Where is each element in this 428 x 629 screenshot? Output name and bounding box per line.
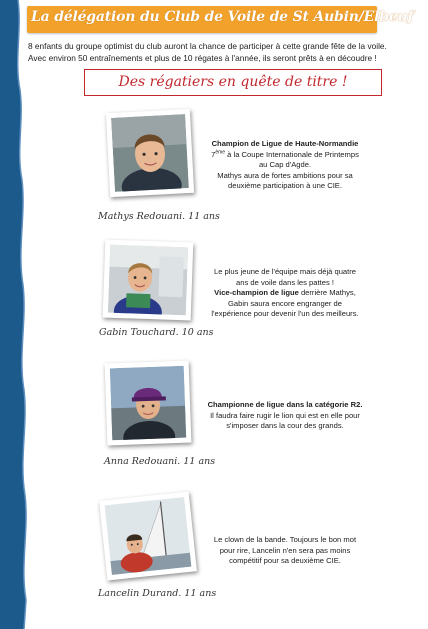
lancelin-line-1: Le clown de la bande. Toujours le bon mot: [213, 535, 357, 544]
anna-title: Championne de ligue dans la catégorie R2.: [207, 400, 363, 409]
mathys-line-3: au Cap d'Agde.: [258, 160, 312, 169]
lancelin-line-2: pour rire, Lancelin n'en sera pas moins: [219, 545, 351, 555]
subtitle-box: [84, 69, 382, 96]
lancelin-line-3: compétitif pour sa deuxième CIE.: [229, 556, 341, 565]
mathys-rank: 7ème à la Coupe Internationale de Printemps: [211, 148, 359, 159]
caption-mathys: Mathys Redouani. 11 ans: [98, 211, 220, 222]
title-banner: [27, 6, 414, 33]
gabin-line-1: Le plus jeune de l'équipe mais déjà quatre: [213, 267, 357, 276]
desc-mathys: [200, 139, 370, 192]
anna-line-2: Il faudra faire rugir le lion qui est en elle pour: [210, 410, 360, 420]
anna-line-3: s'imposer dans la cour des grands.: [226, 421, 344, 430]
mathys-line-5: deuxième participation à une CIE.: [228, 181, 342, 190]
intro-line-1: 8 enfants du groupe optimist du club auront la chance de participer à cette grande fête de la voile.: [28, 41, 387, 51]
desc-gabin: [200, 267, 370, 320]
gabin-line-3: Vice-champion de ligue derrière Mathys,: [214, 288, 356, 297]
desc-anna: [200, 400, 370, 432]
photo-gabin: [103, 239, 194, 320]
gabin-line-4: Gabin saura encore engranger de: [228, 298, 342, 308]
desc-lancelin: [200, 535, 370, 567]
gabin-line-5: l'expérience pour devenir l'un des meilleurs.: [211, 309, 359, 318]
gabin-line-2: ans de voile dans les pattes !: [236, 277, 334, 287]
caption-anna: Anna Redouani. 11 ans: [104, 456, 216, 467]
caption-gabin: Gabin Touchard. 10 ans: [99, 327, 214, 338]
photo-mathys: [106, 109, 194, 197]
subtitle-text: Des régatiers en quête de titre !: [118, 74, 348, 90]
caption-lancelin: Lancelin Durand. 11 ans: [98, 588, 217, 599]
mathys-line-4: Mathys aura de fortes ambitions pour sa: [217, 170, 353, 180]
banner-title: La délégation du Club de Voile de St Aubin/Elbeuf: [31, 9, 414, 25]
photo-lancelin: [99, 492, 197, 581]
intro-text: [28, 40, 423, 64]
intro-line-2: Avec environ 50 entraînements et plus de 10 régates à l'année, ils seront prêts à en découdre !: [28, 53, 377, 63]
photo-anna: [105, 361, 192, 446]
mathys-title: Champion de Ligue de Haute-Normandie: [211, 139, 359, 148]
